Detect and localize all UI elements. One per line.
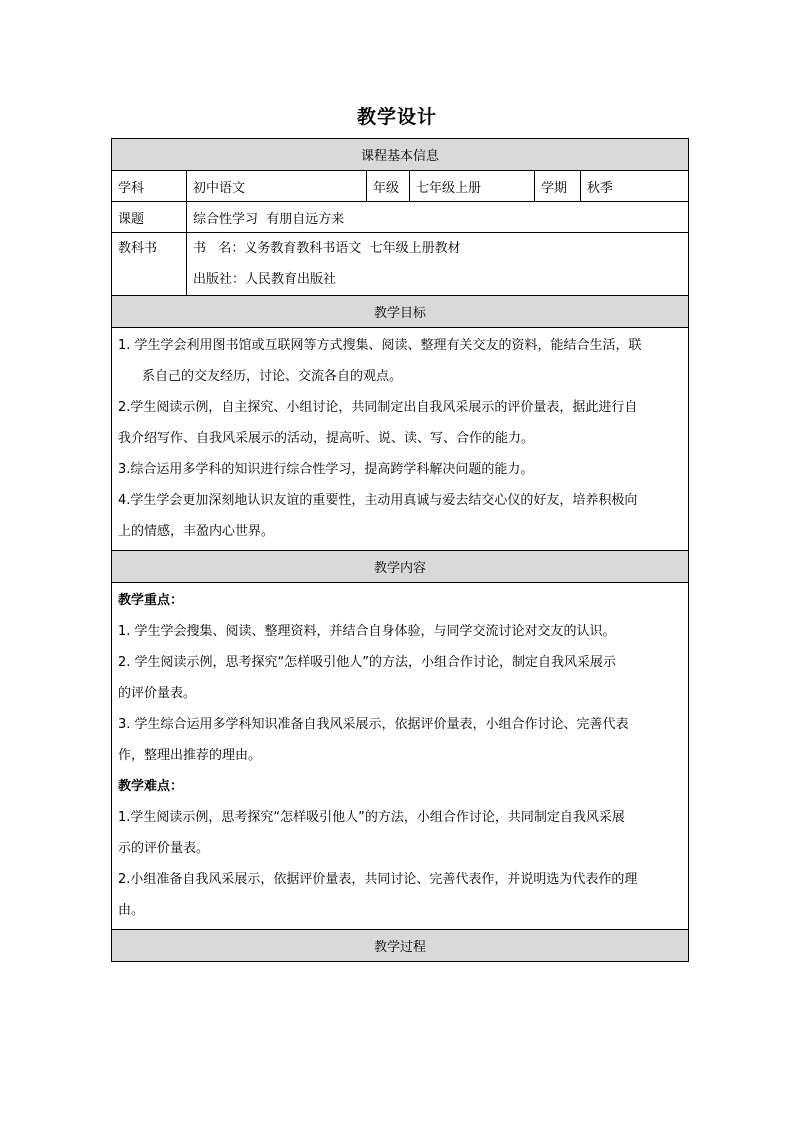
key-point-line: 作，整理出推荐的理由。 (118, 748, 262, 763)
objective-line: 上的情感，丰盈内心世界。 (118, 524, 275, 539)
difficulty-line: 由。 (118, 903, 145, 918)
key-points-heading: 教学重点： (118, 593, 184, 608)
section-title: 教学过程 (112, 930, 689, 962)
grade-label: 年级 (367, 171, 410, 202)
difficulty-line: 示的评价量表。 (118, 841, 210, 856)
objective-line: 3.综合运用多学科的知识进行综合性学习，提高跨学科解决问题的能力。 (118, 462, 534, 477)
section-header-objectives (112, 296, 689, 328)
section-title: 课程基本信息 (112, 139, 689, 171)
textbook-info (187, 233, 689, 296)
textbook-name: 书 名：义务教育教科书语文 七年级上册教材 (193, 241, 461, 256)
key-point-line: 2. 学生阅读示例，思考探究“怎样吸引他人”的方法，小组合作讨论，制定自我风采展示 (118, 655, 617, 670)
section-title: 教学目标 (112, 296, 689, 328)
section-header-content (112, 551, 689, 583)
section-header-process (112, 930, 689, 962)
content-row (112, 583, 689, 930)
objective-line: 4.学生学会更加深刻地认识友谊的重要性，主动用真诚与爱去结交心仪的好友，培养积极向 (118, 493, 638, 508)
subject-value: 初中语文 (187, 171, 367, 202)
difficulty-line: 2.小组准备自我风采展示，依据评价量表，共同讨论、完善代表作，并说明选为代表作的理 (118, 872, 638, 887)
term-value: 秋季 (581, 171, 689, 202)
grade-value: 七年级上册 (410, 171, 535, 202)
term-label: 学期 (535, 171, 581, 202)
objectives-list (112, 328, 689, 551)
topic-value: 综合性学习 有朋自远方来 (187, 202, 689, 233)
content-body (112, 583, 689, 930)
objective-line: 2.学生阅读示例，自主探究、小组讨论，共同制定出自我风采展示的评价量表，据此进行自 (118, 400, 638, 415)
subject-label: 学科 (112, 171, 187, 202)
textbook-label: 教科书 (112, 233, 187, 296)
basic-info-row (112, 171, 689, 202)
textbook-row (112, 233, 689, 296)
topic-label: 课题 (112, 202, 187, 233)
key-point-line: 1. 学生学会搜集、阅读、整理资料，并结合自身体验，与同学交流讨论对交友的认识。 (118, 624, 616, 639)
objective-line: 系自己的交友经历，讨论、交流各自的观点。 (142, 369, 403, 384)
lesson-plan-table (111, 138, 689, 962)
topic-row (112, 202, 689, 233)
key-point-line: 3. 学生综合运用多学科知识准备自我风采展示，依据评价量表，小组合作讨论、完善代表 (118, 717, 629, 732)
textbook-publisher: 出版社：人民教育出版社 (193, 272, 337, 287)
difficulties-heading: 教学难点： (118, 779, 184, 794)
key-point-line: 的评价量表。 (118, 686, 197, 701)
section-header-basic-info (112, 139, 689, 171)
section-title: 教学内容 (112, 551, 689, 583)
objective-line: 我介绍写作、自我风采展示的活动，提高听、说、读、写、合作的能力。 (118, 431, 535, 446)
objectives-row (112, 328, 689, 551)
objective-line: 1. 学生学会利用图书馆或互联网等方式搜集、阅读、整理有关交友的资料，能结合生活，联 (118, 338, 642, 353)
difficulty-line: 1.学生阅读示例，思考探究“怎样吸引他人”的方法，小组合作讨论，共同制定自我风采展 (118, 810, 625, 825)
document-title: 教学设计 (356, 106, 437, 128)
